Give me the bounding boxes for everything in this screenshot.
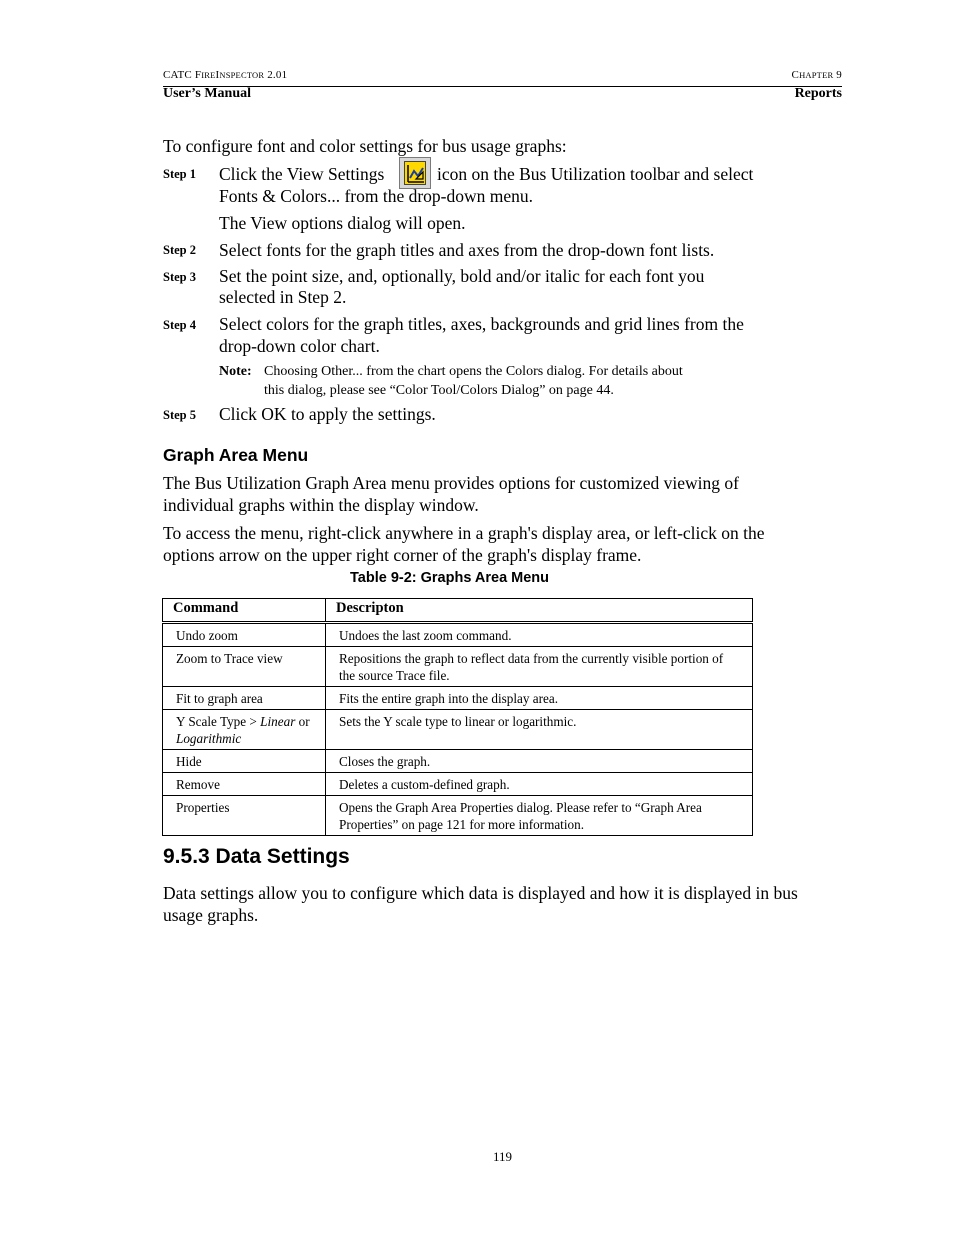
step-1-follow: The View options dialog will open. [219, 213, 466, 233]
step-1-text-line2: Fonts & Colors... from the drop-down menu. [219, 186, 534, 206]
step-3-label: Step 3 [163, 270, 196, 284]
graph-area-para1-line1: The Bus Utilization Graph Area menu provides options for customized viewing of [163, 473, 739, 493]
note-label: Note: [219, 364, 252, 379]
step-5-label: Step 5 [163, 408, 196, 422]
column-header-description: Descripton [326, 599, 753, 623]
data-settings-heading: 9.5.3 Data Settings [163, 845, 350, 868]
table-row [163, 623, 753, 647]
graph-area-para2-line2: options arrow on the upper right corner of the graph's display frame. [163, 545, 642, 565]
command-cell: Hide [163, 750, 326, 773]
header-rule [163, 86, 842, 87]
data-settings-para-line2: usage graphs. [163, 905, 259, 925]
description-cell: Repositions the graph to reflect data from the currently visible portion of the source Trace file. [326, 647, 753, 687]
description-cell: Closes the graph. [326, 750, 753, 773]
description-cell: Sets the Y scale type to linear or logarithmic. [326, 710, 753, 750]
description-cell: Deletes a custom-defined graph. [326, 773, 753, 796]
step-2-text: Select fonts for the graph titles and axes from the drop-down font lists. [219, 240, 715, 260]
step-1-label: Step 1 [163, 167, 196, 181]
table-row [163, 796, 753, 836]
command-cell: Y Scale Type > Linear or Logarithmic [163, 710, 326, 750]
table-row [163, 687, 753, 710]
intro-text: To configure font and color settings for bus usage graphs: [163, 136, 567, 156]
command-cell: Fit to graph area [163, 687, 326, 710]
table-caption: Table 9-2: Graphs Area Menu [350, 570, 550, 586]
step-4-text-line2: drop-down color chart. [219, 336, 380, 356]
header-chapter: CHAPTER 9 [791, 69, 842, 81]
table-row [163, 710, 753, 750]
step-4-text-line1: Select colors for the graph titles, axes, backgrounds and grid lines from the [219, 314, 744, 334]
header-manual: User’s Manual [163, 86, 252, 101]
table-header-row [163, 599, 753, 623]
graph-area-para1-line2: individual graphs within the display window. [163, 495, 479, 515]
data-settings-para-line1: Data settings allow you to configure which data is displayed and how it is displayed in bus [163, 883, 798, 903]
command-cell: Remove [163, 773, 326, 796]
step-2-label: Step 2 [163, 243, 196, 257]
step-3-text-line1: Set the point size, and, optionally, bold and/or italic for each font you [219, 266, 705, 286]
column-header-command: Command [163, 599, 326, 623]
table-row [163, 750, 753, 773]
page-number: 119 [493, 1149, 513, 1164]
graphs-area-menu-table [162, 598, 753, 836]
step-1-text-a: Click the View Settings [219, 164, 385, 184]
command-cell: Zoom to Trace view [163, 647, 326, 687]
graph-area-heading: Graph Area Menu [163, 445, 309, 465]
description-cell: Opens the Graph Area Properties dialog. Please refer to “Graph Area Properties” on page 121 for more information. [326, 796, 753, 836]
step-5-text: Click OK to apply the settings. [219, 404, 436, 424]
description-cell: Undoes the last zoom command. [326, 623, 753, 647]
table-row [163, 773, 753, 796]
note-text-line2: this dialog, please see “Color Tool/Colors Dialog” on page 44. [264, 383, 614, 398]
table-row [163, 647, 753, 687]
step-3-text-line2: selected in Step 2. [219, 287, 347, 307]
command-cell: Properties [163, 796, 326, 836]
step-4-label: Step 4 [163, 318, 196, 332]
step-1-text-b: icon on the Bus Utilization toolbar and select [437, 164, 754, 184]
graph-area-para2-line1: To access the menu, right-click anywhere in a graph's display area, or left-click on the [163, 523, 765, 543]
command-cell: Undo zoom [163, 623, 326, 647]
header-product: CATC FIREINSPECTOR 2.01 [163, 69, 288, 81]
header-section: Reports [794, 86, 842, 101]
note-text-line1: Choosing Other... from the chart opens the Colors dialog. For details about [264, 364, 683, 379]
description-cell: Fits the entire graph into the display area. [326, 687, 753, 710]
